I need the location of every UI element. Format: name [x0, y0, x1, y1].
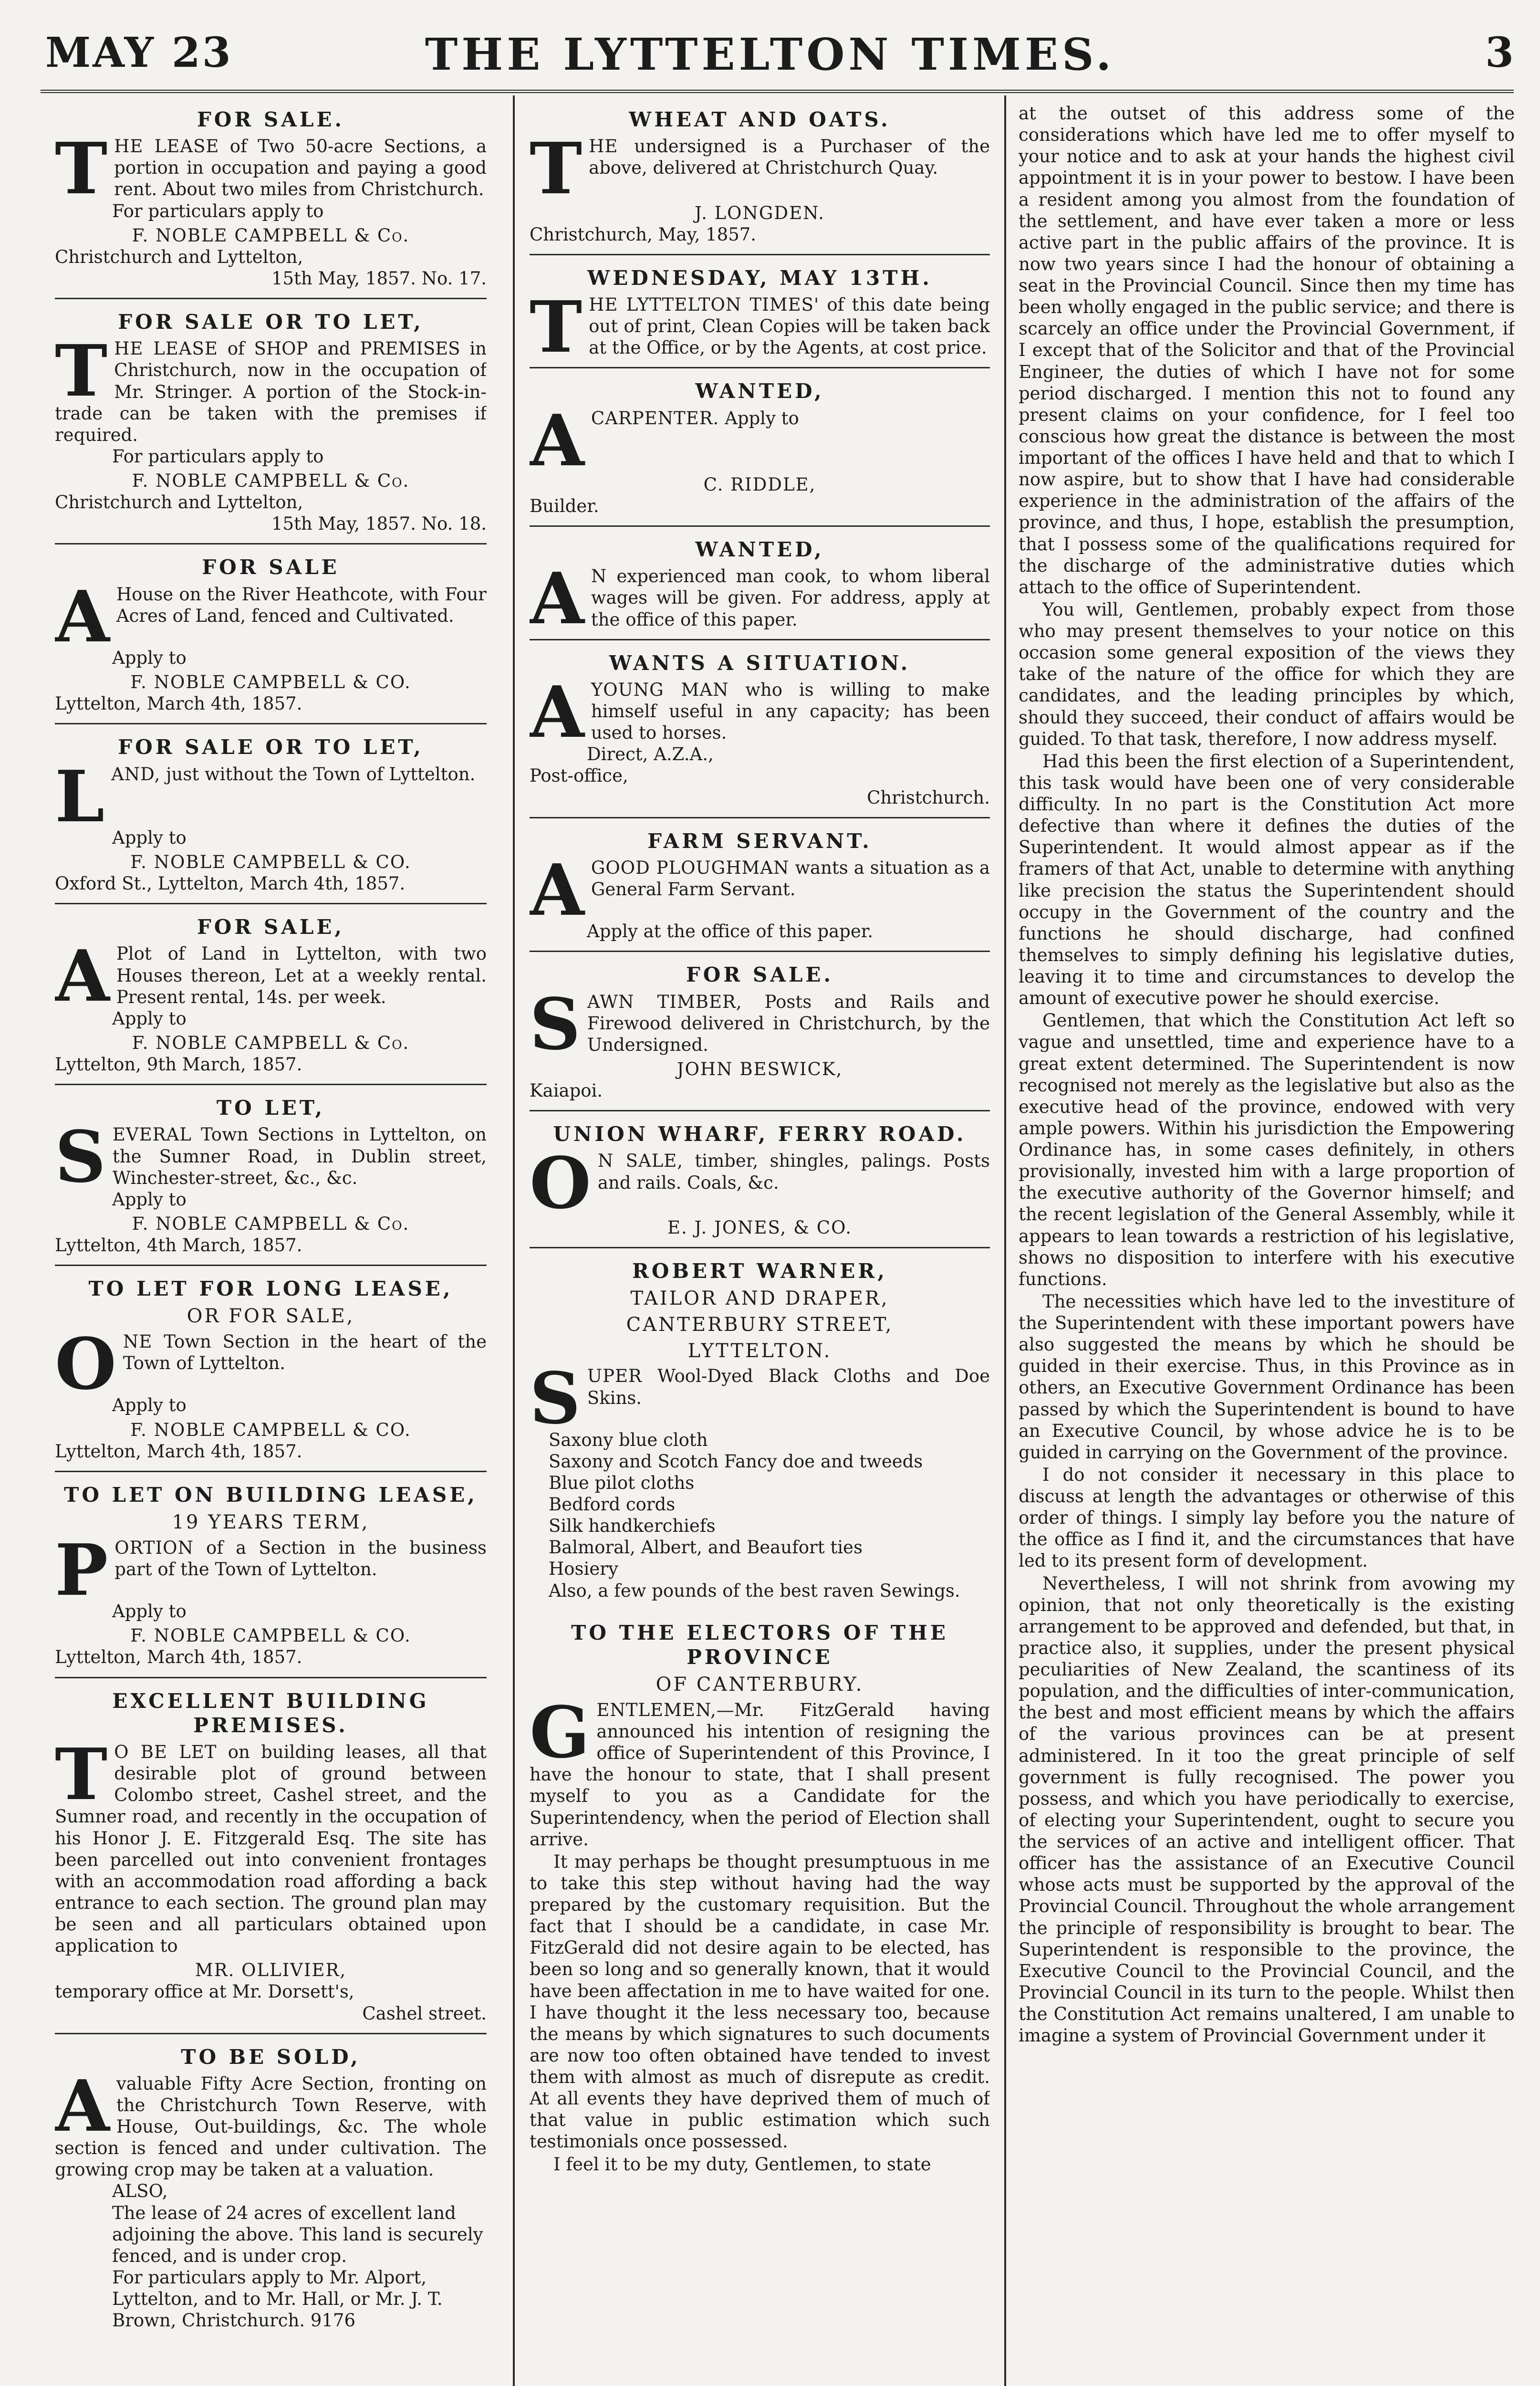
letter-paragraph: I do not consider it necessary in this place to discuss at length the advantages or otherwise of this order of things. I simply lay before you the nature of the office as I find it, and the circumstances that have led to its present form of development. — [1019, 1464, 1515, 1571]
advertisement — [55, 305, 487, 544]
advertisement — [530, 1254, 990, 1610]
column-3 — [1019, 103, 1515, 2386]
ad-footer-line: temporary office at Mr. Dorsett's, — [55, 1981, 354, 2002]
letter-paragraph: Gentlemen, that which the Constitution Act left so vague and unsettled, time and experience have to a great extent determined. The Superintendent is now recognised not merely as the legislative but also as the executive head of the province, endowed with very ample powers. Within his jurisdiction the Empowering Ordinance has, in some cases definitely, in others provisionally, invested him with a large proportion of the executive authority of the Governor himself; and the recent legislation of the General Assembly, while it appears to lean towards a restriction of his legislative, shows no disposition to interfere with his executive functions. — [1019, 1010, 1515, 1289]
page-number: 3 — [1485, 29, 1514, 77]
ad-line: Apply to — [112, 1189, 187, 1210]
ad-body — [530, 848, 990, 931]
ad-heading: FOR SALE OR TO LET, — [118, 735, 424, 759]
ad-body — [530, 127, 990, 210]
advertisement — [530, 1117, 990, 1248]
ad-body — [55, 2064, 487, 2181]
drop-cap: S — [530, 982, 581, 1066]
ad-heading: WANTED, — [695, 538, 824, 562]
ad-signature: F. NOBLE CAMPBELL & Co. — [132, 1032, 410, 1053]
ad-text: timber, shingles, palings. Posts and rails. Coals, &c. — [597, 1151, 990, 1193]
ad-heading: TO LET FOR LONG LEASE, — [88, 1277, 453, 1301]
advertisement — [55, 1272, 487, 1472]
election-address — [530, 1616, 990, 2185]
ad-line: ALSO, — [112, 2181, 168, 2202]
letter-paragraph: Nevertheless, I will not shrink from avowing my opinion, that not only theoretically is the existing arrangement to be approved and defended, but that, in practice also, it supplies, under the present physical peculiarities of New Zealand, the scantiness of its population, and the difficulties of inter-communication, the best and most efficient means by which the affairs of the various provinces can be at present administered. In it too the great principle of self government is fully recognised. The power you possess, and which you have periodically to exercise, of electing your Superintendent, ought to secure you the services of an active and intelligent officer. That officer has the assistance of an Executive Council whose acts must be supported by the approval of the Provincial Council. Throughout the whole arrangement the principle of responsibility is brought to bear. The Superintendent is responsible to the province, the Executive Council to the Provincial Council, and the Provincial Council in its turn to the people. Whilst then the Constitution Act remains unaltered, I am unable to imagine a system of Provincial Government under it — [1019, 1573, 1515, 2046]
ad-line: Apply to — [112, 647, 187, 668]
ad-heading: WHEAT AND OATS. — [629, 108, 891, 131]
list-item: Saxony blue cloth — [549, 1429, 708, 1450]
ad-footer-line: Christchurch and Lyttelton, — [55, 246, 303, 267]
drop-cap: S — [530, 1357, 581, 1440]
ad-text: of this date being out of print, Clean Copies will be taken back at the Office, or by the Agents, at cost price. — [589, 294, 990, 358]
ad-heading: FARM SERVANT. — [647, 829, 872, 853]
first-words: AND, — [111, 764, 161, 785]
drop-cap: O — [55, 1322, 116, 1406]
advertisement — [55, 730, 487, 904]
advertisement — [530, 374, 990, 527]
ad-text: House on the River Heathcote, with Four Acres of Land, fenced and Cultivated. — [116, 584, 487, 626]
ad-signature: F. NOBLE CAMPBELL & CO. — [130, 851, 411, 872]
ad-body — [530, 670, 990, 753]
advertisement — [55, 1684, 487, 2034]
ad-footer-line: Christchurch and Lyttelton, — [55, 492, 303, 513]
header-rule — [41, 90, 1514, 93]
ad-footer-line: Lyttelton, March 4th, 1857. — [55, 1647, 302, 1668]
ad-line: The lease of 24 acres of excellent land adjoining the above. This land is securely fenced, and is under crop. — [112, 2202, 483, 2266]
ad-footer-line: Christchurch, May, 1857. — [530, 224, 757, 245]
ad-line: Apply at the office of this paper. — [587, 921, 874, 942]
ad-text: on building leases, all that desirable plot of ground between Colombo street, Cashel street, and the Sumner road, and recently in the occupation of his Honor J. E. Fitzgerald Esq. The site has been parcelled out into convenient frontages with an accommodation road affording a back entrance to each section. The ground plan may be seen and all particulars obtained upon application to — [55, 1742, 487, 1957]
first-words: EVERAL — [112, 1124, 192, 1145]
ad-signature: F. NOBLE CAMPBELL & CO. — [130, 672, 411, 693]
ad-subheading: LYTTELTON. — [687, 1340, 832, 1362]
list-item: Hosiery — [549, 1559, 618, 1580]
first-words: HE — [589, 136, 618, 157]
column-divider — [1004, 95, 1006, 2386]
ad-text: of Two 50-acre Sections, a portion in occupation and paying a good rent. About two miles from Christchurch. — [114, 136, 487, 200]
drop-cap: G — [530, 1690, 590, 1774]
ad-line: Apply to — [112, 1601, 187, 1622]
ad-text: undersigned is a Purchaser of the above, delivered at Christchurch Quay. — [589, 136, 990, 178]
letter-heading: TO THE ELECTORS OF THE PROVINCE — [571, 1621, 948, 1669]
first-words: ENTLEMEN, — [596, 1699, 717, 1720]
ad-subheading: TAILOR AND DRAPER, — [630, 1287, 889, 1310]
drop-cap: A — [530, 398, 584, 482]
first-words: CARPENTER. — [591, 408, 719, 429]
ad-text: of a Section in the business part of the Town of Lyttelton. — [114, 1537, 487, 1580]
ad-subheading: 19 YEARS TERM, — [172, 1511, 370, 1534]
ad-footer-line: Lyttelton, 9th March, 1857. — [55, 1054, 302, 1075]
first-words: NE — [123, 1331, 153, 1352]
ad-body — [530, 398, 990, 482]
ad-body — [55, 934, 487, 1018]
list-item: Saxony and Scotch Fancy doe and tweeds — [549, 1451, 923, 1472]
ad-body — [55, 1115, 487, 1199]
first-words: AWN TIMBER, — [587, 991, 742, 1012]
ad-signature: J. LONGDEN. — [695, 202, 825, 223]
advertisement — [55, 1091, 487, 1266]
letter-paragraph: I feel it to be my duty, Gentlemen, to state — [553, 2154, 931, 2175]
ad-footer-line: Post-office, — [530, 765, 628, 786]
drop-cap: P — [55, 1528, 108, 1612]
newspaper-title: THE LYTTELTON TIMES. — [425, 29, 1115, 80]
ad-text: of SHOP and PREMISES in Christchurch, now in the occupation of Mr. Stringer. A portion of the Stock-in-trade can be taken with the premises if required. — [55, 338, 487, 445]
ad-signature: JOHN BESWICK, — [676, 1058, 843, 1079]
ad-text: Apply to — [725, 408, 799, 429]
advertisement — [55, 2040, 487, 2340]
ad-heading: TO BE SOLD, — [181, 2045, 361, 2069]
ad-footer-line: Lyttelton, March 4th, 1857. — [55, 1441, 302, 1462]
drop-cap: S — [55, 1115, 106, 1199]
ad-heading: FOR SALE. — [197, 108, 344, 131]
ad-text: Town Section in the heart of the Town of Lyttelton. — [123, 1331, 487, 1374]
ad-body — [55, 329, 487, 446]
item-list — [530, 1429, 990, 1601]
first-words: ORTION — [114, 1537, 194, 1558]
ad-body — [530, 982, 990, 1066]
issue-date: MAY 23 — [45, 29, 233, 77]
first-words: HE LEASE — [114, 338, 218, 359]
ad-text: Plot of Land in Lyttelton, with two Houses thereon, Let at a weekly rental. Present rental, 14s. per week. — [116, 943, 487, 1007]
ad-signature: F. NOBLE CAMPBELL & Co. — [132, 225, 410, 246]
first-words: YOUNG MAN — [591, 679, 729, 700]
first-words: N — [591, 566, 607, 587]
first-words: GOOD PLOUGHMAN — [591, 857, 790, 878]
letter-lede — [530, 1690, 990, 1850]
ad-line: Direct, A.Z.A., — [587, 744, 714, 765]
advertisement — [530, 646, 990, 818]
ad-heading: FOR SALE — [202, 555, 340, 579]
letter-paragraph: You will, Gentlemen, probably expect from those who may present themselves to your notice on this occasion some general exposition of the views they take of the nature of the office for which they are candidates, and the leading principles by which, should they succeed, their conduct of affairs would be guided. To that task, therefore, I now address myself. — [1019, 599, 1515, 749]
advertisement — [55, 910, 487, 1085]
ad-signature: F. NOBLE CAMPBELL & CO. — [130, 1419, 411, 1440]
ad-text: Town Sections in Lyttelton, on the Sumner Road, in Dublin street, Winchester-street, &c., &c. — [112, 1124, 487, 1188]
letter-subheading: OF CANTERBURY. — [656, 1674, 864, 1696]
ad-text: experienced man cook, to whom liberal wages will be given. For address, apply at the office of this paper. — [591, 566, 990, 630]
list-item: Bedford cords — [549, 1494, 676, 1515]
ad-footer-line: Christchurch. — [867, 787, 990, 808]
ad-line: For particulars apply to Mr. Alport, Lyttelton, and to Mr. Hall, or Mr. J. T. Brown, Christchurch. 9176 — [112, 2267, 443, 2331]
ad-heading: UNION WHARF, FERRY ROAD. — [553, 1122, 967, 1146]
column-1 — [55, 103, 487, 2386]
drop-cap: A — [55, 2064, 110, 2147]
ad-signature: E. J. JONES, & CO. — [667, 1217, 853, 1238]
ad-signature: C. RIDDLE, — [703, 474, 816, 495]
first-words: UPER — [587, 1366, 642, 1387]
ad-text: Wool-Dyed Black Cloths and Doe Skins. — [587, 1366, 990, 1408]
ad-subheading: OR FOR SALE, — [187, 1305, 355, 1328]
ad-body — [530, 285, 990, 368]
ad-body — [55, 127, 487, 210]
drop-cap: A — [530, 670, 584, 753]
ad-heading: FOR SALE. — [686, 963, 833, 987]
advertisement — [530, 103, 990, 255]
ad-footer-line: Builder. — [530, 495, 599, 516]
drop-cap: A — [530, 848, 584, 931]
ad-heading: WANTED, — [695, 379, 824, 403]
ad-heading: WEDNESDAY, MAY 13TH. — [587, 266, 932, 290]
letter-paragraphs — [530, 1851, 990, 2175]
drop-cap: T — [530, 127, 583, 210]
ad-subheading: CANTERBURY STREET, — [626, 1313, 894, 1336]
ad-footer-line: Kaiapoi. — [530, 1080, 603, 1101]
ad-signature: F. NOBLE CAMPBELL & CO. — [130, 1625, 411, 1646]
first-words: N SALE, — [597, 1151, 684, 1172]
ad-text: wants a situation as a General Farm Servant. — [591, 857, 990, 900]
ad-heading: TO LET ON BUILDING LEASE, — [64, 1483, 478, 1507]
column-2 — [530, 103, 990, 2386]
drop-cap: A — [55, 934, 110, 1018]
ad-body — [55, 1733, 487, 1957]
column-2-ads — [530, 103, 990, 1610]
list-item: Silk handkerchiefs — [549, 1516, 716, 1537]
ad-line: Apply to — [112, 1395, 187, 1416]
ad-footer-line: 15th May, 1857. No. 17. — [271, 268, 487, 289]
column-divider — [513, 95, 515, 2386]
advertisement — [530, 533, 990, 640]
drop-cap: T — [530, 285, 583, 368]
ad-heading: TO LET, — [216, 1096, 325, 1120]
drop-cap: T — [55, 329, 108, 413]
lede-text: —Mr. FitzGerald having announced his intention of resigning the office of Superintendent of this Province, I have the honour to state, that I shall present myself to you as a Candidate for the Superintendency, when the period of Election shall arrive. — [530, 1699, 990, 1850]
ad-heading: ROBERT WARNER, — [632, 1259, 887, 1283]
drop-cap: L — [55, 754, 105, 838]
ad-line: For particulars apply to — [112, 200, 324, 221]
drop-cap: A — [530, 557, 584, 640]
first-words: HE LEASE — [114, 136, 219, 157]
list-item: Blue pilot cloths — [549, 1472, 695, 1493]
ad-heading: EXCELLENT BUILDING PREMISES. — [112, 1689, 429, 1737]
list-item: Also, a few pounds of the best raven Sewings. — [549, 1580, 960, 1601]
drop-cap: T — [55, 1733, 108, 1816]
first-words: HE LYTTELTON TIMES' — [589, 294, 820, 315]
ad-line: For particulars apply to — [112, 446, 324, 467]
advertisement — [530, 261, 990, 369]
ad-footer-line: Lyttelton, March 4th, 1857. — [55, 693, 302, 714]
ad-body — [530, 557, 990, 640]
ad-text: just without the Town of Lyttelton. — [166, 764, 476, 785]
ad-line: Apply to — [112, 827, 187, 848]
advertisement — [530, 824, 990, 952]
letter-paragraph: at the outset of this address some of the considerations which have led me to offer myself to your notice and to ask at your hands the highest civil appointment it is in your power to bestow. I have been a resident among you almost from the foundation of the settlement, and have ever taken a more or less active part in the public affairs of the province. It is now two years since I had the honour of obtaining a seat in the Provincial Council. Since then my time has been wholly engaged in the public service; and there is scarcely an office under the Provincial Government, if I except that of the Solicitor and that of the Provincial Engineer, the duties of which I have not for some period discharged. I mention this not to found any present claims on your confidence, for I feel too conscious how great the distance is between the most important of the offices I have held and that to which I now aspire, but to show that I have had considerable experience in the administration of the affairs of the province, and thus, I hope, establish the presumption, that I possess some of the qualifications required for the discharge of the administrative duties which attach to the office of Superintendent. — [1019, 103, 1515, 597]
advertisement — [55, 1478, 487, 1678]
advertisement — [530, 958, 990, 1111]
letter-paragraph: The necessities which have led to the investiture of the Superintendent with these important powers have also suggested the means by which he should be guided in their exercise. Thus, in this Province as in others, an Executive Government Ordinance has been passed by which the Superintendent is bound to have an Executive Council, by whose advice he is to be guided in carrying on the Government of the province. — [1019, 1291, 1515, 1463]
ad-footer-line: Oxford St., Lyttelton, March 4th, 1857. — [55, 873, 406, 894]
ad-text: who is willing to make himself useful in any capacity; has been used to horses. — [591, 679, 990, 743]
drop-cap: O — [530, 1141, 591, 1225]
list-item: Balmoral, Albert, and Beaufort ties — [549, 1537, 863, 1558]
ad-text: valuable Fifty Acre Section, fronting on the Christchurch Town Reserve, with House, Out-buildings, &c. The whole section is fenced and under cultivation. The growing crop may be taken at a valuation. — [55, 2073, 487, 2180]
ad-signature: F. NOBLE CAMPBELL & Co. — [132, 1213, 410, 1234]
drop-cap: T — [55, 127, 108, 210]
letter-paragraph: Had this been the first election of a Superintendent, this task would have been one of very considerable difficulty. In no part is the Constitution Act more defective than where it defines the duties of the Superintendent. It would almost appear as if the framers of that Act, unable to determine with anything like precision the status the Superintendent should occupy in the Government of the country and the functions he should discharge, had confined themselves to simply defining his legislative duties, leaving it to time and circumstances to develop the amount of executive power he should exercise. — [1019, 751, 1515, 1009]
ad-footer-line: Cashel street. — [362, 2003, 487, 2024]
ad-line: Apply to — [112, 1008, 187, 1029]
ad-body — [530, 1141, 990, 1225]
letter-paragraph: It may perhaps be thought presumptuous in me to take this step without having had the way prepared by the customary requisition. But the fact that I should be a candidate, in case Mr. FitzGerald did not desire again to be elected, has been so long and so generally known, that it would have been affectation in me to have waited for one. I have thought it the less necessary too, because the means by which signatures to such documents are now too often obtained have tended to invest them with almost as much of disrepute as credit. At all events they have deprived them of much of that value in public estimation which such testimonials once possessed. — [530, 1851, 990, 2152]
ad-footer-line: 15th May, 1857. No. 18. — [271, 513, 487, 534]
ad-heading: WANTS A SITUATION. — [609, 651, 911, 675]
drop-cap: A — [55, 575, 110, 658]
ad-text: Posts and Rails and Firewood delivered in Christchurch, by the Undersigned. — [587, 991, 990, 1055]
masthead — [0, 0, 1540, 95]
ad-heading: FOR SALE OR TO LET, — [118, 310, 424, 334]
ad-signature: F. NOBLE CAMPBELL & Co. — [132, 471, 410, 492]
ad-heading: FOR SALE, — [197, 915, 344, 939]
advertisement — [55, 103, 487, 299]
advertisement — [55, 550, 487, 724]
ad-signature: MR. OLLIVIER, — [195, 1960, 347, 1981]
first-words: O BE LET — [114, 1742, 217, 1762]
ad-footer-line: Lyttelton, 4th March, 1857. — [55, 1235, 302, 1256]
